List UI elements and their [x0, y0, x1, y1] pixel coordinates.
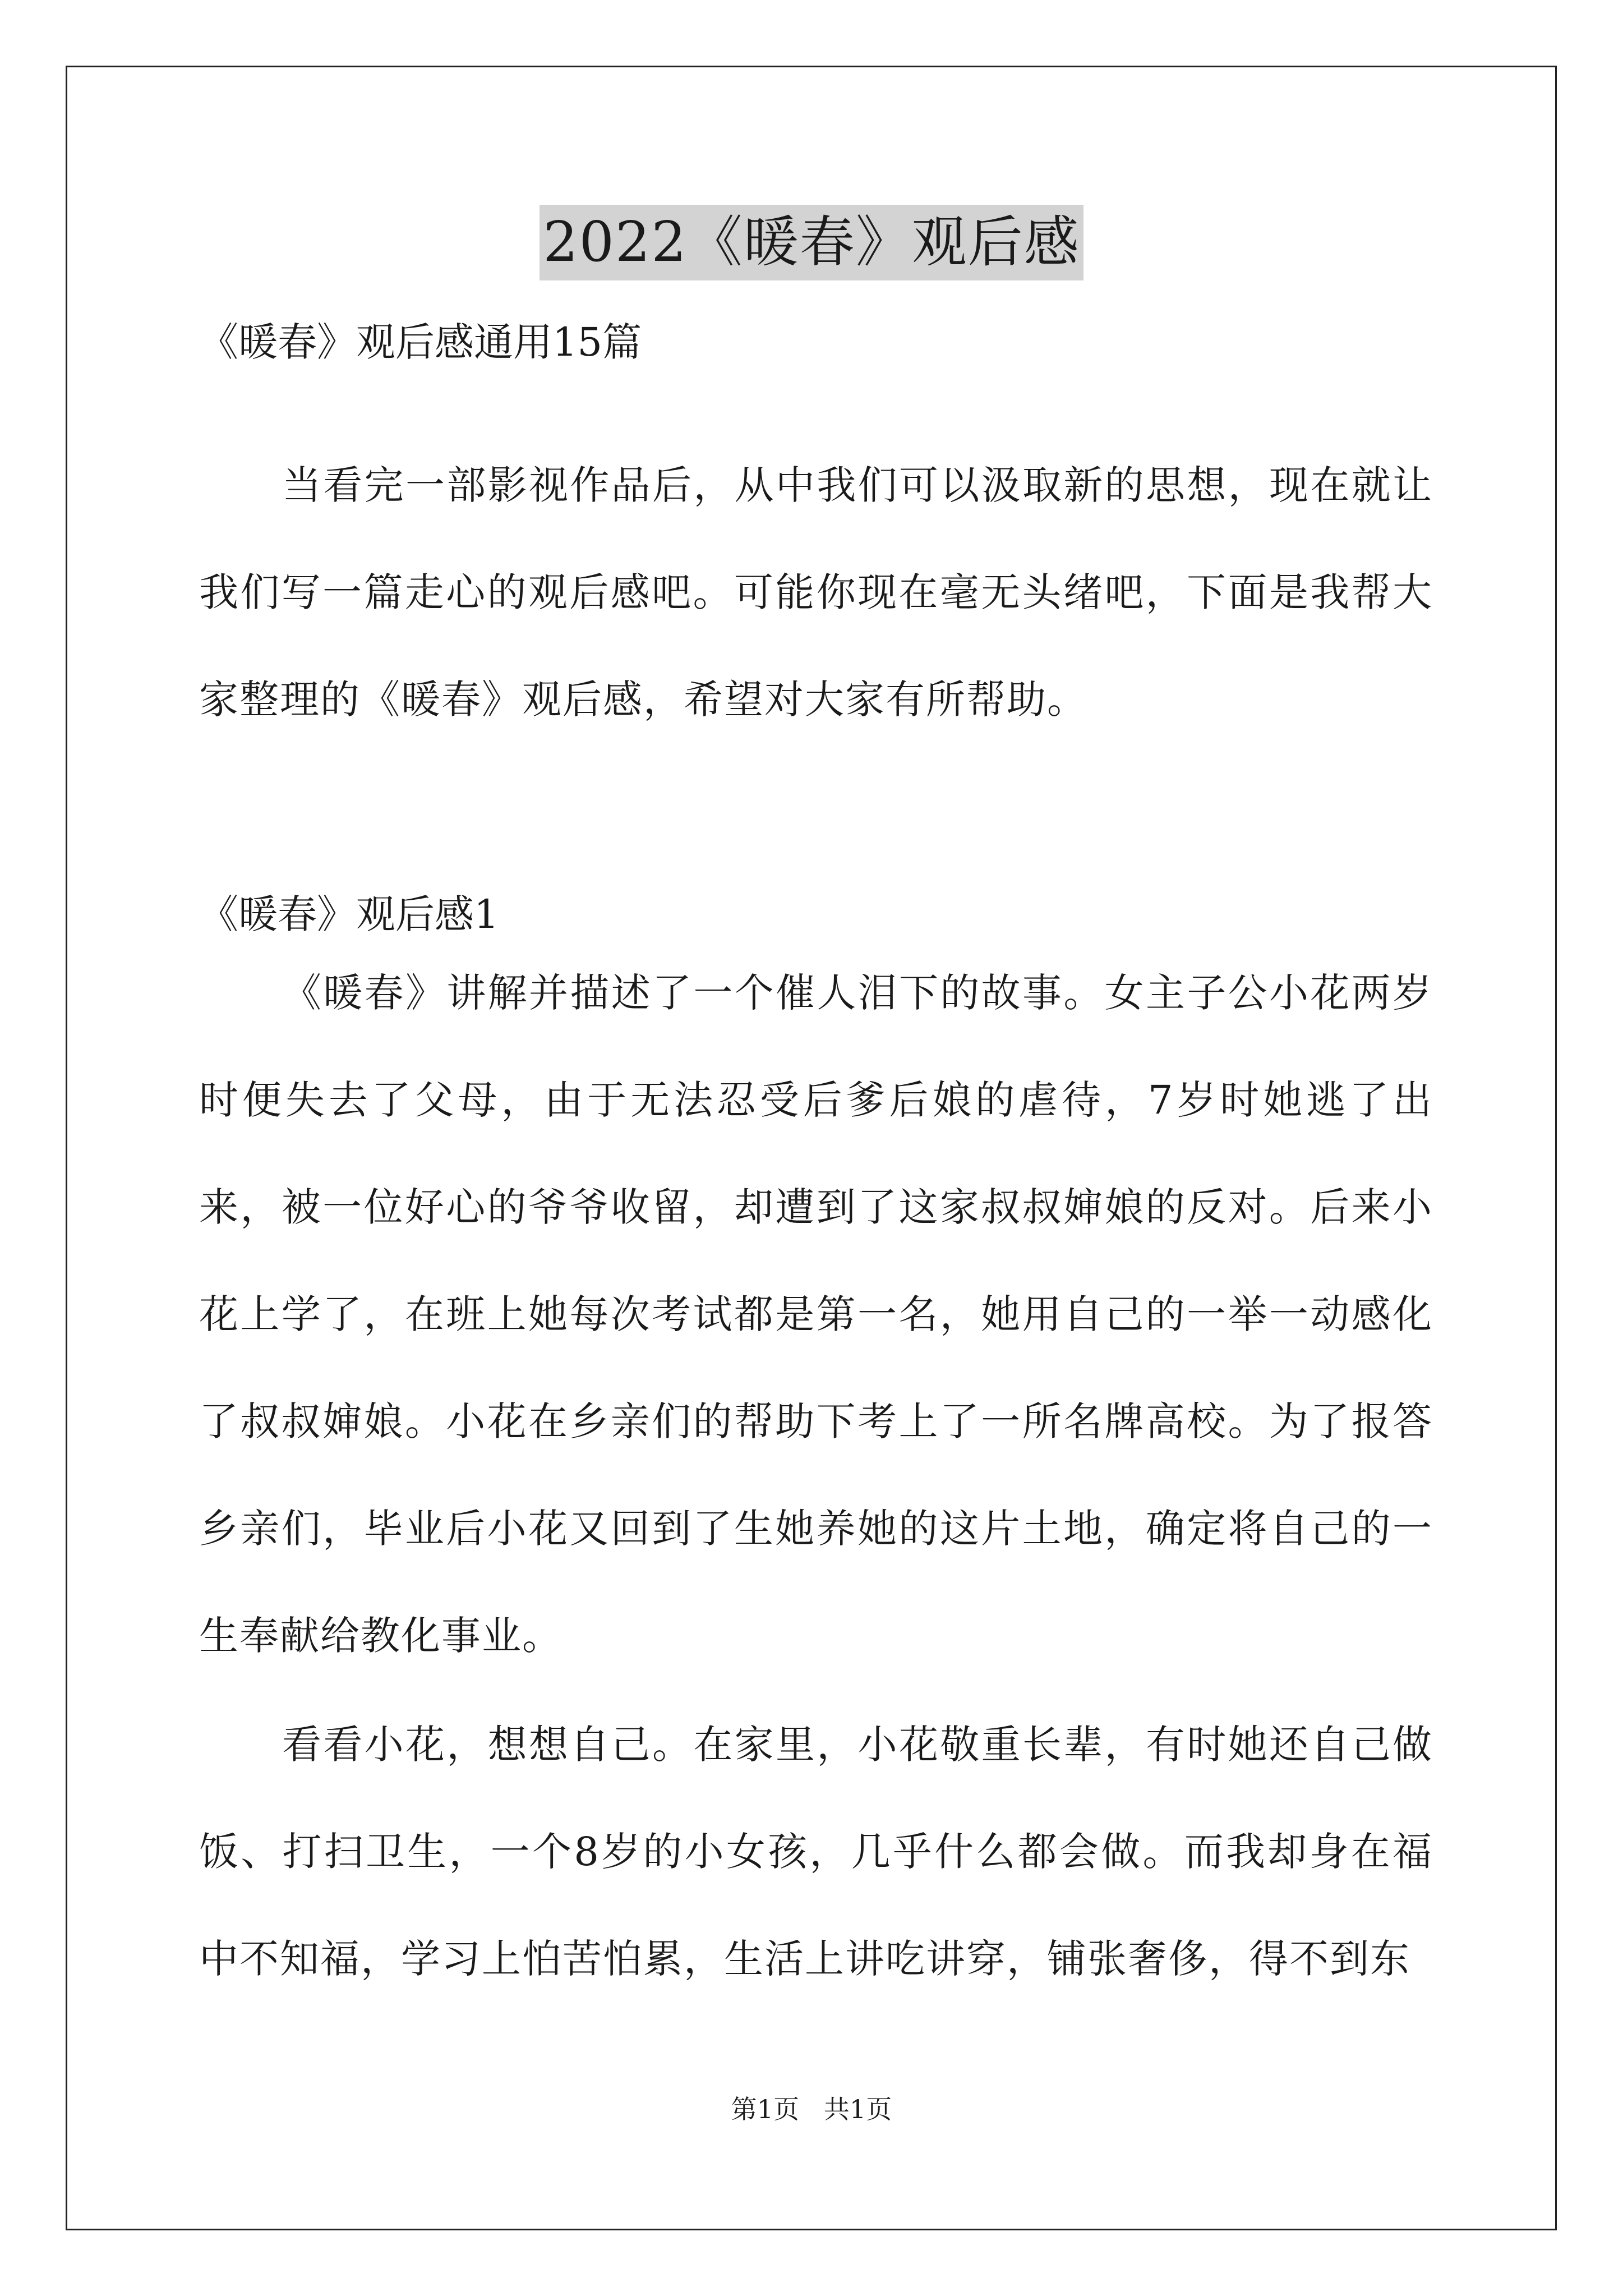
body-paragraph: 看看小花，想想自己。在家里，小花敬重长辈，有时她还自己做饭、打扫卫生，一个8岁的小女孩，几乎什么都会做。而我却身在福中不知福，学习上怕苦怕累，生活上讲吃讲穿，铺张奢侈，得不到东 [199, 1722, 1433, 1982]
section-heading: 《暖春》观后感1 [199, 891, 499, 937]
page-footer: 第1页 共1页 [731, 2094, 892, 2124]
intro-paragraph: 当看完一部影视作品后，从中我们可以汲取新的思想，现在就让我们写一篇走心的观后感吧。可能你现在毫无头绪吧，下面是我帮大家整理的《暖春》观后感，希望对大家有所帮助。 [199, 462, 1433, 723]
body-paragraph: 《暖春》讲解并描述了一个催人泪下的故事。女主子公小花两岁时便失去了父母，由于无法忍受后爹后娘的虐待，7岁时她逃了出来，被一位好心的爷爷收留，却遭到了这家叔叔婶娘的反对。后来小花上学了，在班上她每次考试都是第一名，她用自己的一举一动感化了叔叔婶娘。小花在乡亲们的帮助下考上了一所名牌高校。为了报答乡亲们，毕业后小花又回到了生她养她的这片土地，确定将自己的一生奉献给教化事业。 [199, 970, 1433, 1659]
document-title: 2022《暖春》观后感 [540, 205, 1083, 280]
title-container [0, 205, 1623, 280]
document-subtitle: 《暖春》观后感通用15篇 [199, 319, 642, 365]
